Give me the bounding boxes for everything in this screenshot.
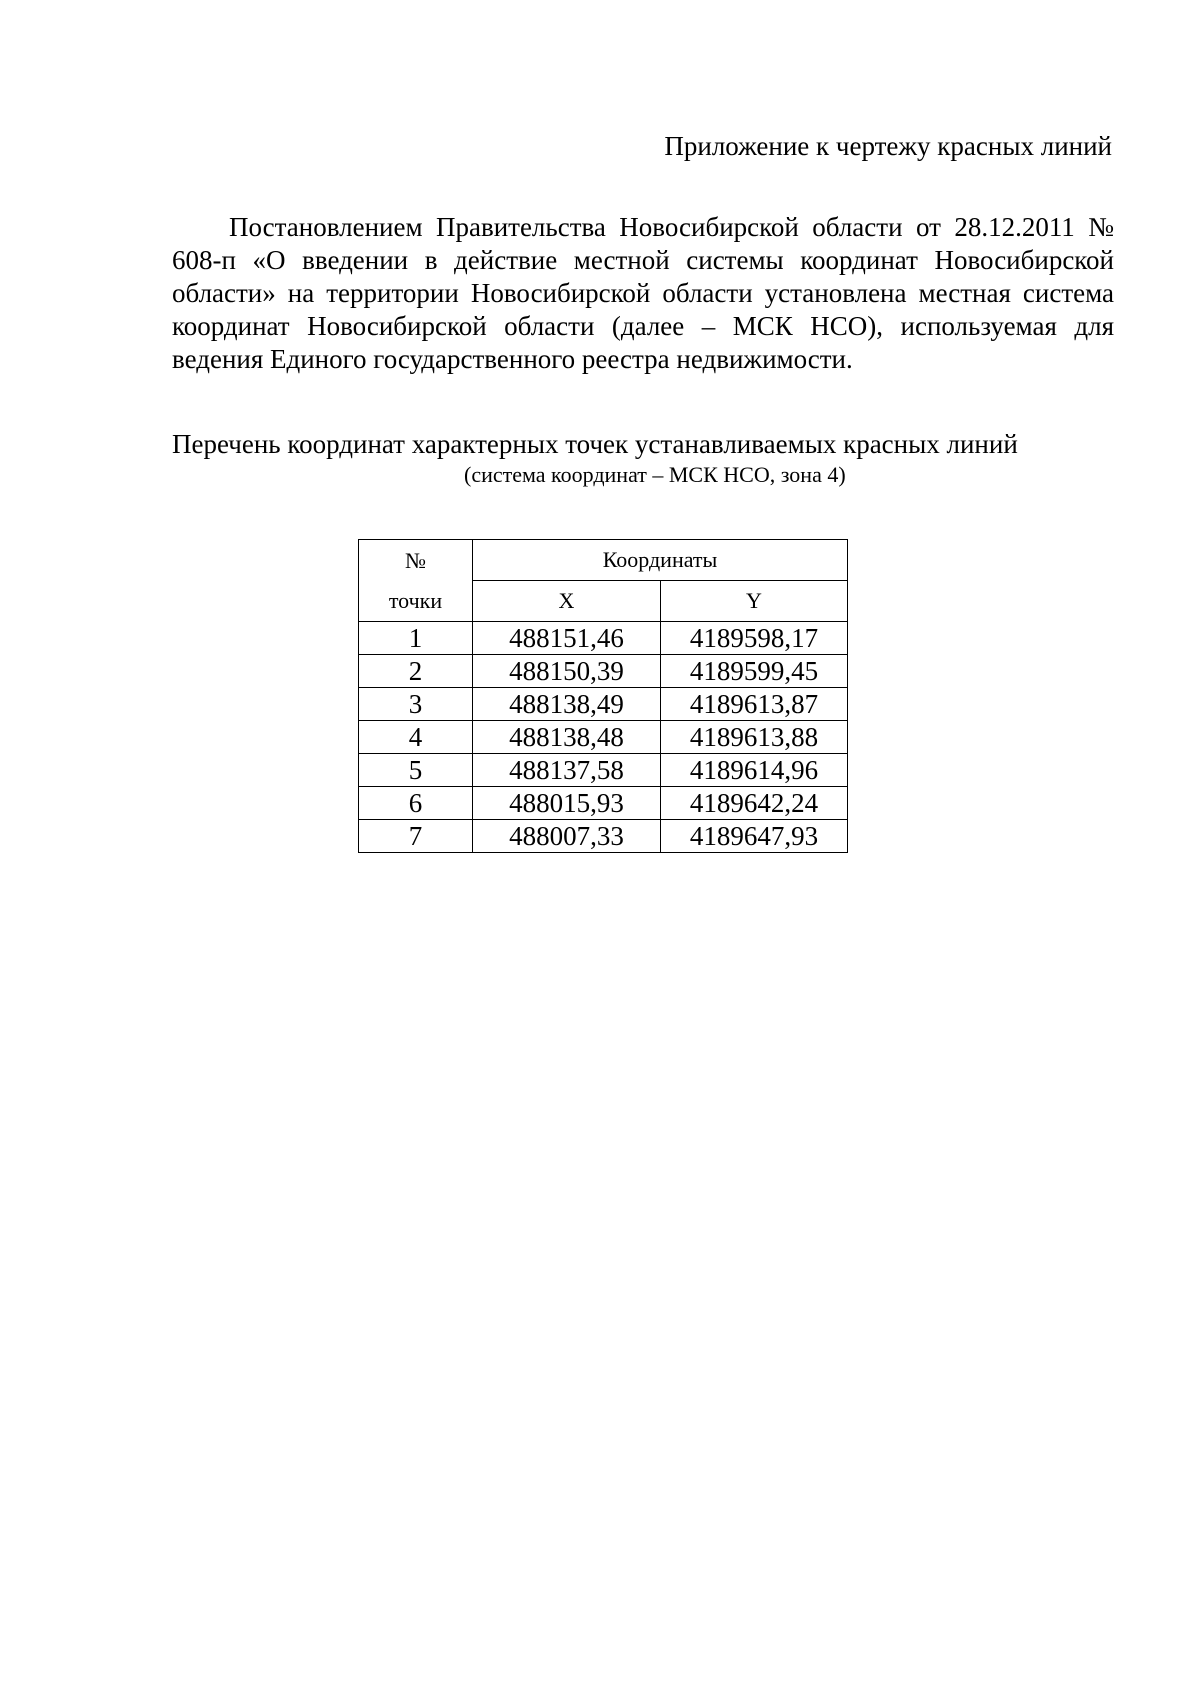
point-number-cell: 4 (359, 721, 473, 754)
point-number-header-label: точки (388, 587, 443, 613)
table-row (359, 820, 848, 853)
table-row (359, 622, 848, 655)
point-number-header (359, 540, 473, 622)
x-coordinate-cell: 488137,58 (473, 754, 661, 787)
table-header-row (359, 540, 848, 581)
coordinates-table (358, 539, 848, 853)
coordinates-table-body (359, 622, 848, 853)
intro-paragraph: Постановлением Правительства Новосибирской области от 28.12.2011 № 608-п «О введении в действие местной системы координат Новосибирской области» на территории Новосибирской области установлена местная система координат Новосибирской области (далее – МСК НСО), используемая для ведения Единого государственного реестра недвижимости. (172, 212, 1114, 374)
y-coordinate-cell: 4189613,87 (661, 688, 848, 721)
y-coordinate-cell: 4189598,17 (661, 622, 848, 655)
point-number-header-symbol: № (405, 547, 426, 573)
table-row (359, 721, 848, 754)
x-coordinate-cell: 488138,48 (473, 721, 661, 754)
list-title: Перечень координат характерных точек устанавливаемых красных линий (172, 429, 1018, 459)
y-coordinate-cell: 4189613,88 (661, 721, 848, 754)
coordinates-header: Координаты (473, 540, 848, 581)
point-number-cell: 3 (359, 688, 473, 721)
coordinates-table-head (359, 540, 848, 622)
x-coordinate-cell: 488015,93 (473, 787, 661, 820)
table-row (359, 688, 848, 721)
y-coordinate-cell: 4189599,45 (661, 655, 848, 688)
x-coordinate-cell: 488151,46 (473, 622, 661, 655)
table-row (359, 787, 848, 820)
point-number-cell: 2 (359, 655, 473, 688)
table-row (359, 754, 848, 787)
appendix-title: Приложение к чертежу красных линий (664, 131, 1112, 161)
y-coordinate-cell: 4189647,93 (661, 820, 848, 853)
list-subtitle: (система координат – МСК НСО, зона 4) (464, 462, 846, 487)
point-number-cell: 5 (359, 754, 473, 787)
x-coordinate-cell: 488150,39 (473, 655, 661, 688)
x-coordinate-cell: 488138,49 (473, 688, 661, 721)
table-row (359, 655, 848, 688)
y-header: Y (661, 581, 848, 622)
point-number-cell: 1 (359, 622, 473, 655)
y-coordinate-cell: 4189642,24 (661, 787, 848, 820)
x-header: X (473, 581, 661, 622)
y-coordinate-cell: 4189614,96 (661, 754, 848, 787)
x-coordinate-cell: 488007,33 (473, 820, 661, 853)
point-number-cell: 6 (359, 787, 473, 820)
point-number-cell: 7 (359, 820, 473, 853)
